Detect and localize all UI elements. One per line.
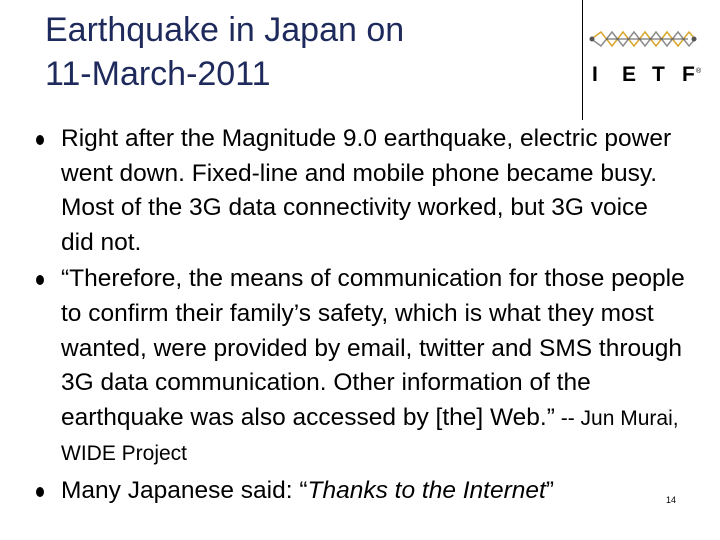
logo-dot-left [590,37,595,42]
slide-title-line-2: 11-March-2011 [45,55,271,93]
bullet-list [36,122,686,511]
logo-letter-f: F [682,63,695,86]
logo-letter-t: T [652,63,665,86]
bullet-attribution: -- Jun Murai, WIDE Project [61,406,679,466]
slide-title-line-1: Earthquake in Japan on [45,11,405,49]
page-number: 14 [666,495,677,505]
logo-dot-right [692,37,697,42]
ietf-logo-wave-icon [590,32,696,46]
bullet-dot-icon [36,135,44,145]
bullet-dot-icon [36,487,44,497]
logo-letter-e: E [622,63,637,86]
bullet-item-2 [36,262,686,472]
bullet-3-suffix: ” [545,476,555,504]
bullet-3-emphasis: Thanks to the Internet [307,476,546,504]
bullet-item-3 [36,474,686,509]
bullet-dot-icon [36,275,44,285]
slide-title [45,8,565,96]
bullet-text-1: Right after the Magnitude 9.0 earthquake, electric power went down. Fixed-line and mobile phone became busy. Most of the 3G data connectivity worked, but 3G voice did not. [61,125,672,256]
ietf-logo [588,26,706,90]
logo-letter-i: I [592,63,598,86]
title-divider [582,0,583,120]
bullet-3-prefix: Many Japanese said: “ [61,476,308,504]
logo-registered-mark: ® [696,68,702,75]
bullet-item-1 [36,122,686,260]
bullet-quote: “Therefore, the means of communication for those people to confirm their family’s safety, which is what they most wanted, were provided by email, twitter and SMS through 3G data communication. Other information of the earthquake was also accessed by [the] Web.” [61,265,685,431]
